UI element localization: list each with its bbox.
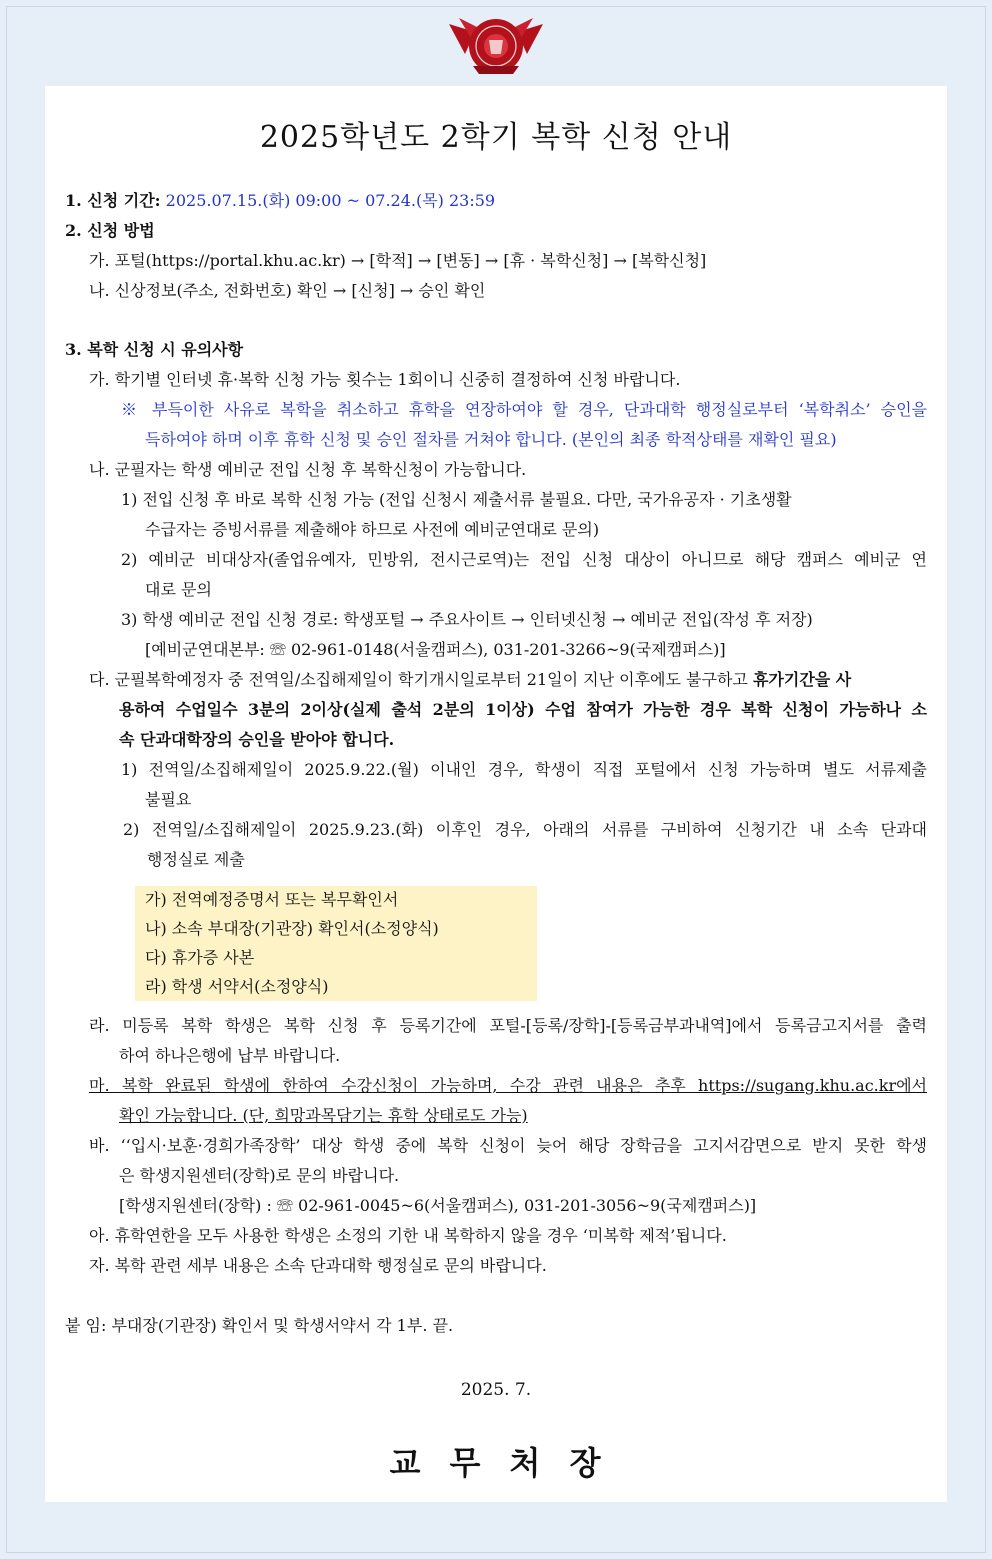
note-da-line-3: 속 단과대학장의 승인을 받아야 합니다. — [119, 730, 395, 749]
note-ga: 가. 학기별 인터넷 휴·복학 신청 가능 횟수는 1회이니 신중히 결정하여 신청 바랍니다. — [89, 370, 681, 389]
note-ba-line-3: [학생지원센터(장학) : ☏ 02-961-0045~6(서울캠퍼스), 031-201-3056~9(국제캠퍼스)] — [119, 1196, 757, 1215]
note-da-line-2: 용하여 수업일수 3분의 2이상(실제 출석 2분의 1이상) 수업 참여가 가능한 경우 복학 신청이 가능하나 소 — [119, 700, 927, 719]
note-na-3-line-2: [예비군연대본부: ☏ 02-961-0148(서울캠퍼스), 031-201-3266~9(국제캠퍼스)] — [145, 640, 726, 659]
note-na-1-line-2: 수급자는 증빙서류를 제출해야 하므로 사전에 예비군연대로 문의) — [145, 520, 600, 539]
note-ma-line-1: 마. 복학 완료된 학생에 한하여 수강신청이 가능하며, 수강 관련 내용은 추후 https://sugang.khu.ac.kr에서 — [89, 1076, 927, 1095]
issue-date: 2025. 7. — [460, 1380, 532, 1400]
note-da-1-line-2: 불필요 — [145, 790, 192, 809]
note-ra-line-2: 하여 하나은행에 납부 바랍니다. — [119, 1046, 341, 1065]
note-da-1-line-1: 1) 전역일/소집해제일이 2025.9.22.(월) 이내인 경우, 학생이 직접 포털에서 신청 가능하며 별도 서류제출 — [121, 760, 927, 779]
notice-document — [45, 86, 947, 1502]
section-3-heading: 3. 복학 신청 시 유의사항 — [65, 340, 244, 359]
note-na-1-line-1: 1) 전입 신청 후 바로 복학 신청 가능 (전입 신청시 제출서류 불필요. 다만, 국가유공자 · 기초생활 — [121, 490, 792, 509]
note-ga-warning-line-2: 득하여야 하며 이후 휴학 신청 및 승인 절차를 거쳐야 합니다. (본인의 최종 학적상태를 재확인 필요) — [145, 430, 837, 449]
note-na-2-line-1: 2) 예비군 비대상자(졸업유예자, 민방위, 전시근로역)는 전입 신청 대상이 아니므로 해당 캠퍼스 예비군 연 — [121, 550, 927, 569]
note-ra-line-1: 라. 미등록 복학 학생은 복학 신청 후 등록기간에 포털-[등록/장학]-[등록금부과내역]에서 등록금고지서를 출력 — [89, 1016, 927, 1035]
note-ja: 자. 복학 관련 세부 내용은 소속 단과대학 행정실로 문의 바랍니다. — [89, 1256, 547, 1275]
note-da-line-1-text: 다. 군필복학예정자 중 전역일/소집해제일이 학기개시일로부터 21일이 지난 이후에도 불구하고 — [89, 670, 753, 689]
required-doc-item: 가) 전역예정증명서 또는 복무확인서 — [145, 890, 399, 909]
required-doc-item: 라) 학생 서약서(소정양식) — [145, 977, 329, 996]
note-ga-warning-line-1: ※ 부득이한 사유로 복학을 취소하고 휴학을 연장하여야 할 경우, 단과대학 행정실로부터 ‘복학취소’ 승인을 — [121, 400, 927, 419]
university-emblem — [445, 14, 547, 78]
note-na-2-line-2: 대로 문의 — [145, 580, 212, 599]
note-na: 나. 군필자는 학생 예비군 전입 신청 후 복학신청이 가능합니다. — [89, 460, 527, 479]
required-doc-item: 나) 소속 부대장(기관장) 확인서(소정양식) — [145, 919, 439, 938]
page-title: 2025학년도 2학기 복학 신청 안내 — [259, 120, 733, 155]
method-step-na: 나. 신상정보(주소, 전화번호) 확인 → [신청] → 승인 확인 — [89, 281, 486, 300]
section-1-period — [65, 191, 495, 211]
section-1-heading: 1. 신청 기간: — [65, 191, 161, 210]
note-ba-line-2: 은 학생지원센터(장학)로 문의 바랍니다. — [119, 1166, 400, 1185]
note-ba-line-1: 바. ‘‘입시·보훈·경희가족장학’ 대상 학생 중에 복학 신청이 늦어 해당 장학금을 고지서감면으로 받지 못한 학생 — [89, 1136, 927, 1155]
application-period: 2025.07.15.(화) 09:00 ~ 07.24.(목) 23:59 — [165, 191, 496, 210]
note-da-line-1 — [89, 670, 851, 690]
note-da-2-line-2: 행정실로 제출 — [147, 850, 245, 869]
note-ma-line-2: 확인 가능합니다. (단, 희망과목담기는 휴학 상태로도 가능) — [119, 1106, 528, 1125]
issuer-signature: 교 무 처 장 — [389, 1444, 603, 1482]
required-doc-item: 다) 휴가증 사본 — [145, 948, 255, 967]
method-step-ga: 가. 포털(https://portal.khu.ac.kr) → [학적] → [변동] → [휴 · 복학신청] → [복학신청] — [89, 251, 707, 270]
section-2-heading: 2. 신청 방법 — [65, 221, 155, 240]
note-da-2-line-1: 2) 전역일/소집해제일이 2025.9.23.(화) 이후인 경우, 아래의 서류를 구비하여 신청기간 내 소속 단과대 — [123, 820, 927, 839]
attachment-line: 붙 임: 부대장(기관장) 확인서 및 학생서약서 각 1부. 끝. — [65, 1316, 454, 1335]
note-a: 아. 휴학연한을 모두 사용한 학생은 소정의 기한 내 복학하지 않을 경우 ‘미복학 제적’됩니다. — [89, 1226, 727, 1245]
note-na-3-line-1: 3) 학생 예비군 전입 신청 경로: 학생포털 → 주요사이트 → 인터넷신청 → 예비군 전입(작성 후 저장) — [121, 610, 813, 629]
note-da-line-1-bold: 휴가기간을 사 — [752, 670, 852, 689]
